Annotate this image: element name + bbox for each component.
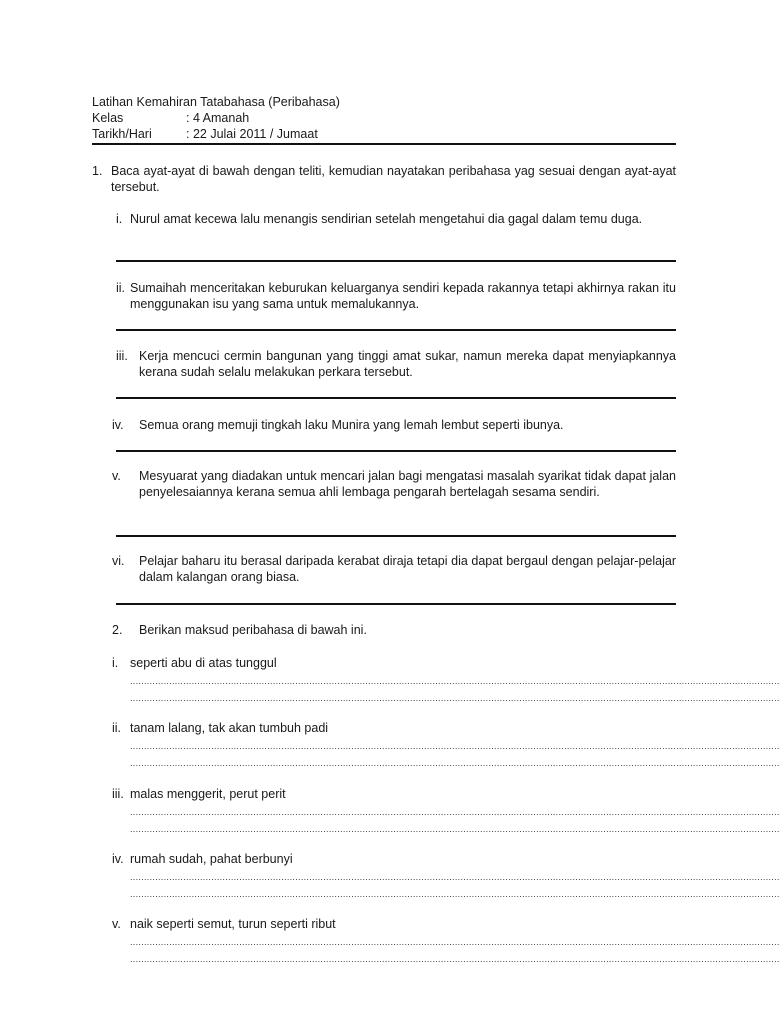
q1-item-text: Nurul amat kecewa lalu menangis sendirian setelah mengetahui dia gagal dalam temu duga.	[130, 212, 643, 226]
q2-item-text: tanam lalang, tak akan tumbuh padi	[130, 721, 329, 735]
q2-item-num: v.	[112, 917, 121, 931]
dotted-answer-line[interactable]: ........................................................................................................................................................................................................................................	[130, 693, 780, 703]
answer-line[interactable]	[116, 603, 676, 605]
dotted-answer-line[interactable]: ........................................................................................................................................................................................................................................	[130, 741, 780, 751]
q2-item-num: i.	[112, 656, 119, 670]
q1-item-num: ii.	[116, 281, 126, 295]
kelas-value: : 4 Amanah	[186, 111, 250, 125]
answer-line[interactable]	[116, 535, 676, 537]
q1-item-text: Pelajar baharu itu berasal daripada kerabat diraja tetapi dia dapat bergaul dengan pelajar-pelajar dalam kalangan orang biasa.	[139, 554, 676, 584]
q2-item-text: rumah sudah, pahat berbunyi	[130, 852, 293, 866]
q1-item-num: vi.	[112, 554, 125, 568]
q2-item-num: ii.	[112, 721, 122, 735]
dotted-answer-line[interactable]: ........................................................................................................................................................................................................................................	[130, 807, 780, 817]
tarikh-label: Tarikh/Hari	[92, 127, 152, 141]
q2-item-num: iv.	[112, 852, 124, 866]
dotted-answer-line[interactable]: ........................................................................................................................................................................................................................................	[130, 676, 780, 686]
q1-item-text: Semua orang memuji tingkah laku Munira yang lemah lembut seperti ibunya.	[139, 418, 564, 432]
q1-item-text: Mesyuarat yang diadakan untuk mencari jalan bagi mengatasi masalah syarikat tidak dapat jalan penyelesaiannya kerana semua ahli lembaga pengarah bertelagah sesama sendiri.	[139, 469, 676, 499]
worksheet-title: Latihan Kemahiran Tatabahasa (Peribahasa)	[92, 95, 340, 109]
q2-item-text: naik seperti semut, turun seperti ribut	[130, 917, 336, 931]
q1-number: 1.	[92, 164, 103, 178]
dotted-answer-line[interactable]: ........................................................................................................................................................................................................................................	[130, 872, 780, 882]
tarikh-value: : 22 Julai 2011 / Jumaat	[186, 127, 318, 141]
dotted-answer-line[interactable]: ........................................................................................................................................................................................................................................	[130, 758, 780, 768]
dotted-answer-line[interactable]: ........................................................................................................................................................................................................................................	[130, 824, 780, 834]
q1-item-num: i.	[116, 212, 123, 226]
q1-instruction: Baca ayat-ayat di bawah dengan teliti, kemudian nayatakan peribahasa yag sesuai dengan ayat-ayat tersebut.	[111, 164, 676, 194]
answer-line[interactable]	[116, 260, 676, 262]
q2-number: 2.	[112, 623, 123, 637]
answer-line[interactable]	[116, 397, 676, 399]
answer-line[interactable]	[116, 450, 676, 452]
header-divider	[92, 143, 676, 145]
q2-instruction: Berikan maksud peribahasa di bawah ini.	[139, 623, 367, 637]
q2-item-num: iii.	[112, 787, 124, 801]
q1-item-num: iv.	[112, 418, 124, 432]
dotted-answer-line[interactable]: ........................................................................................................................................................................................................................................	[130, 889, 780, 899]
kelas-label: Kelas	[92, 111, 124, 125]
dotted-answer-line[interactable]: ........................................................................................................................................................................................................................................	[130, 937, 780, 947]
q1-item-num: v.	[112, 469, 121, 483]
dotted-answer-line[interactable]: ........................................................................................................................................................................................................................................	[130, 954, 780, 964]
q1-item-text: Kerja mencuci cermin bangunan yang tinggi amat sukar, namun mereka dapat menyiapkannya kerana sudah selalu melakukan perkara tersebut.	[139, 349, 676, 379]
q2-item-text: seperti abu di atas tunggul	[130, 656, 277, 670]
q2-item-text: malas menggerit, perut perit	[130, 787, 286, 801]
answer-line[interactable]	[116, 329, 676, 331]
q1-item-num: iii.	[116, 349, 128, 363]
q1-item-text: Sumaihah menceritakan keburukan keluarganya sendiri kepada rakannya tetapi akhirnya rakan itu menggunakan isu yang sama untuk memalukannya.	[130, 281, 676, 311]
